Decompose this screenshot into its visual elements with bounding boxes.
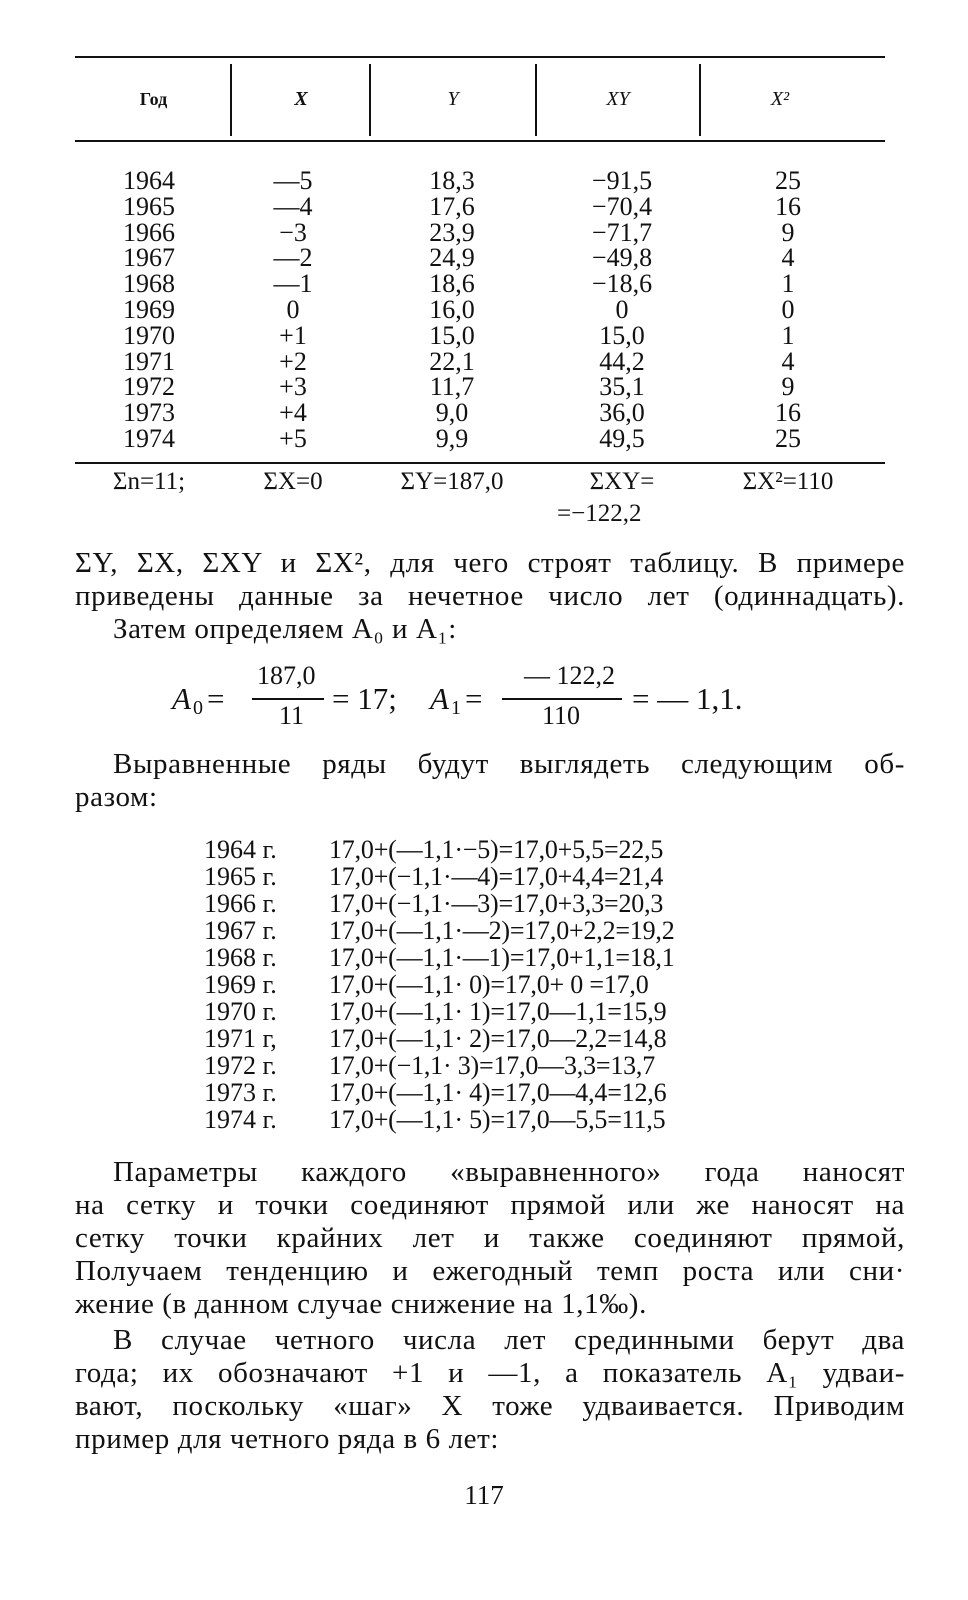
column-divider	[230, 64, 232, 136]
cell-y: 17,6	[429, 191, 475, 221]
cell-year: 1967	[123, 243, 175, 273]
cell-xy: 15,0	[599, 320, 645, 350]
calc-expression: 17,0+(—1,1· 5)=17,0—5,5=11,5	[329, 1105, 666, 1134]
formula-a1-result: = — 1,1.	[632, 681, 743, 716]
table-row	[75, 423, 885, 453]
cell-x2: 1	[781, 269, 795, 299]
paragraph-line: разом:	[75, 781, 158, 813]
cell-year: 1964	[123, 166, 175, 195]
header-xy: XY	[606, 87, 630, 110]
calc-expression: 17,0+(−1,1·—4)=17,0+4,4=21,4	[329, 862, 664, 891]
cell-y: 9,0	[435, 398, 469, 428]
paragraph-line: Выравненные ряды будут выглядеть следующим об-	[113, 748, 905, 780]
calc-expression: 17,0+(−1,1·—3)=17,0+3,3=20,3	[329, 889, 664, 918]
calc-row	[204, 836, 764, 863]
calc-year: 1974 г.	[204, 1105, 277, 1134]
calc-year: 1966 г.	[204, 889, 277, 918]
cell-x2: 0	[781, 294, 795, 324]
calc-year: 1972 г.	[204, 1051, 277, 1080]
formula-a1: A	[430, 681, 449, 716]
calc-row	[204, 1079, 764, 1106]
cell-x: +5	[279, 423, 307, 453]
header-x: X	[294, 87, 308, 110]
cell-x2: 25	[775, 423, 801, 453]
calc-expression: 17,0+(—1,1· 0)=17,0+ 0 =17,0	[329, 970, 649, 999]
cell-x: +3	[279, 372, 307, 402]
fraction-bar	[502, 698, 622, 700]
cell-xy: −70,4	[591, 191, 653, 221]
calc-year: 1968 г.	[204, 943, 277, 972]
calc-expression: 17,0+(—1,1·−5)=17,0+5,5=22,5	[329, 835, 664, 864]
cell-year: 1968	[123, 269, 175, 299]
paragraph-line: года; их обозначают +1 и —1, а показатель A₁ удваи-	[75, 1357, 905, 1389]
calc-expression: 17,0+(—1,1· 1)=17,0—1,1=15,9	[329, 997, 667, 1026]
cell-xy: 49,5	[599, 423, 645, 453]
cell-y: 18,6	[429, 269, 475, 299]
column-divider	[369, 64, 371, 136]
table-row	[75, 374, 885, 400]
calc-expression: 17,0+(—1,1·—1)=17,0+1,1=18,1	[329, 943, 675, 972]
calc-year: 1967 г.	[204, 916, 277, 945]
cell-xy: −49,8	[591, 243, 653, 273]
cell-x: —2	[273, 243, 313, 273]
table-row	[75, 320, 885, 350]
table-row	[75, 191, 885, 221]
aligned-series-list	[204, 836, 764, 1133]
formula-eq: =	[465, 681, 483, 716]
calc-year: 1965 г.	[204, 862, 277, 891]
paragraph-line: сетку точки крайних лет и также соединяют прямой,	[75, 1222, 905, 1254]
cell-x: +1	[279, 320, 307, 350]
cell-x2: 16	[775, 191, 801, 221]
table-row	[75, 245, 885, 271]
fraction-bar	[252, 698, 324, 700]
paragraph-line: вают, поскольку «шаг» X тоже удваивается. Приводим	[75, 1390, 905, 1422]
formula-a0: A	[172, 681, 191, 716]
column-divider	[699, 64, 701, 136]
calc-expression: 17,0+(—1,1· 4)=17,0—4,4=12,6	[329, 1078, 667, 1107]
header-y: Y	[447, 87, 459, 110]
table-row	[75, 346, 885, 376]
cell-xy: 35,1	[599, 372, 645, 402]
cell-y: 18,3	[429, 166, 475, 195]
cell-y: 22,1	[429, 346, 475, 376]
calc-row	[204, 890, 764, 917]
cell-x: −3	[279, 217, 307, 247]
calc-year: 1970 г.	[204, 997, 277, 1026]
calc-row	[204, 863, 764, 890]
cell-x: —5	[273, 166, 313, 195]
cell-y: 11,7	[429, 372, 475, 402]
cell-x2: 4	[781, 346, 795, 376]
paragraph-line: приведены данные за нечетное число лет (одиннадцать).	[75, 580, 905, 612]
cell-year: 1973	[123, 398, 175, 428]
formula-a1-numerator: — 122,2	[524, 661, 615, 690]
calc-row	[204, 917, 764, 944]
cell-year: 1966	[123, 217, 175, 247]
paragraph-line: Затем определяем A₀ и A₁:	[113, 613, 457, 645]
paragraph-line: жение (в данном случае снижение на 1,1‰).	[75, 1288, 647, 1320]
cell-year: 1972	[123, 372, 175, 402]
paragraph-line: пример для четного ряда в 6 лет:	[75, 1423, 500, 1455]
paragraph-line: на сетку и точки соединяют прямой или же наносят на	[75, 1189, 905, 1221]
column-divider	[535, 64, 537, 136]
cell-x: +2	[279, 346, 307, 376]
sum-n: Σn=11;	[112, 467, 186, 495]
cell-x2: 9	[781, 217, 795, 247]
calc-expression: 17,0+(—1,1· 2)=17,0—2,2=14,8	[329, 1024, 667, 1053]
table-row	[75, 271, 885, 297]
table-body	[75, 168, 885, 452]
cell-x2: 4	[781, 243, 795, 273]
formula-a0-numerator: 187,0	[257, 661, 316, 690]
cell-year: 1974	[123, 423, 175, 453]
calc-year: 1973 г.	[204, 1078, 277, 1107]
cell-x: —1	[273, 269, 313, 299]
cell-x: 0	[286, 294, 300, 324]
formula-a1-denominator: 110	[542, 701, 581, 730]
calc-year: 1971 г,	[204, 1024, 277, 1053]
page-number: 117	[464, 1480, 504, 1510]
sum-xy-value: =−122,2	[557, 500, 642, 527]
formula-a0-result: = 17;	[332, 681, 397, 716]
formula-a1-sub: 1	[451, 697, 461, 719]
cell-year: 1971	[123, 346, 175, 376]
data-table	[75, 56, 885, 496]
table-row	[75, 294, 885, 324]
cell-year: 1965	[123, 191, 175, 221]
sum-x: ΣX=0	[263, 467, 323, 495]
cell-y: 16,0	[429, 294, 475, 324]
table-header	[75, 58, 885, 140]
cell-xy: 44,2	[599, 346, 645, 376]
formula-a0-sub: 0	[193, 697, 203, 719]
formula-a0-denominator: 11	[279, 701, 305, 730]
cell-y: 15,0	[429, 320, 475, 350]
cell-x: —4	[273, 191, 313, 221]
calc-row	[204, 971, 764, 998]
cell-xy: 0	[615, 294, 629, 324]
calc-expression: 17,0+(−1,1· 3)=17,0—3,3=13,7	[329, 1051, 656, 1080]
calc-row	[204, 1052, 764, 1079]
table-bottom-rule	[75, 462, 885, 464]
cell-x: +4	[279, 398, 307, 428]
cell-y: 23,9	[429, 217, 475, 247]
formula-eq: =	[207, 681, 225, 716]
cell-xy: 36,0	[599, 398, 645, 428]
calc-expression: 17,0+(—1,1·—2)=17,0+2,2=19,2	[329, 916, 675, 945]
header-year: Год	[139, 88, 168, 109]
cell-y: 9,9	[435, 423, 469, 453]
cell-xy: −18,6	[591, 269, 653, 299]
cell-xy: −71,7	[591, 217, 653, 247]
calc-row	[204, 1106, 764, 1133]
header-x2: X²	[770, 87, 790, 110]
calc-row	[204, 998, 764, 1025]
table-header-rule	[75, 140, 885, 142]
calc-row	[204, 944, 764, 971]
paragraph-line: ΣY, ΣX, ΣXY и ΣX², для чего строят таблицу. В примере	[75, 547, 905, 579]
calc-row	[204, 1025, 764, 1052]
cell-year: 1969	[123, 294, 175, 324]
sum-y: ΣY=187,0	[400, 467, 504, 495]
table-row	[75, 217, 885, 247]
calc-year: 1969 г.	[204, 970, 277, 999]
table-row	[75, 400, 885, 426]
paragraph-line: Параметры каждого «выравненного» года наносят	[113, 1156, 905, 1188]
cell-x2: 25	[775, 166, 801, 195]
cell-xy: −91,5	[591, 166, 653, 195]
table-sums	[75, 468, 885, 496]
paragraph-line: В случае четного числа лет срединными берут два	[113, 1324, 905, 1356]
cell-x2: 9	[781, 372, 795, 402]
sum-xy: ΣXY=	[589, 467, 655, 495]
cell-x2: 1	[781, 320, 795, 350]
sum-x2: ΣX²=110	[742, 467, 834, 495]
calc-year: 1964 г.	[204, 835, 277, 864]
paragraph-line: Получаем тенденцию и ежегодный темп роста или сни·	[75, 1255, 905, 1287]
cell-year: 1970	[123, 320, 175, 350]
cell-x2: 16	[775, 398, 801, 428]
cell-y: 24,9	[429, 243, 475, 273]
table-row	[75, 168, 885, 194]
formula	[172, 661, 812, 730]
